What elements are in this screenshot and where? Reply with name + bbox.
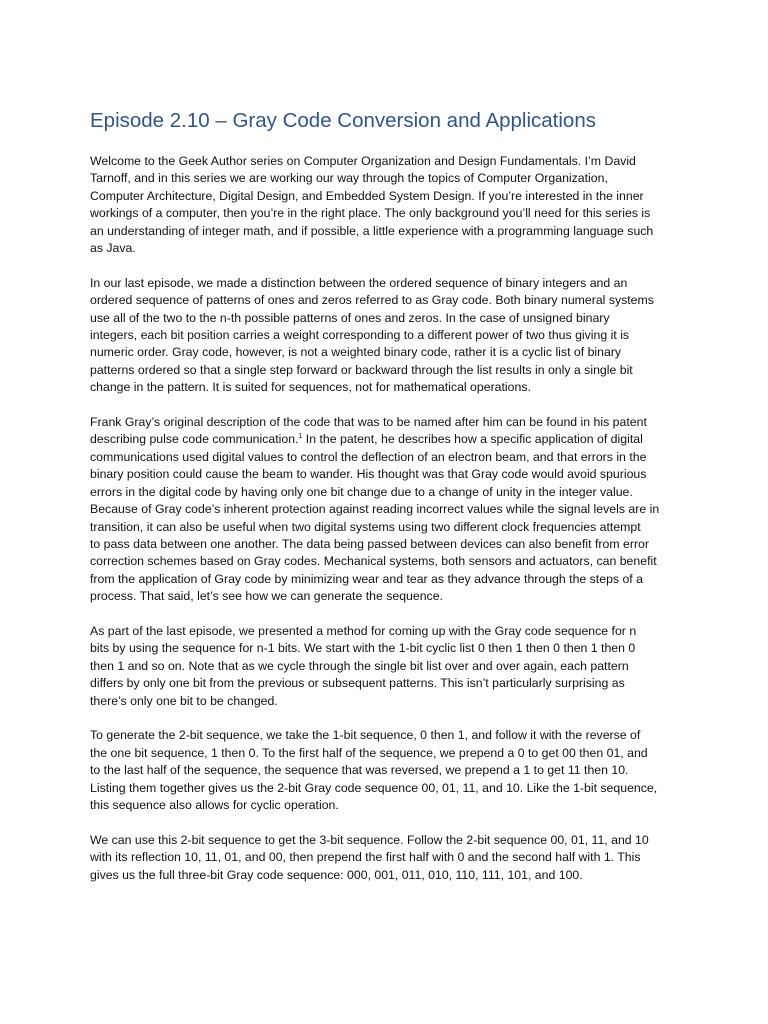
text-segment: In the patent, he describes how a specific application of digital [302, 432, 643, 447]
text-line: In our last episode, we made a distinction between the ordered sequence of binary integers and an [90, 275, 628, 290]
text-segment: describing pulse code communication. [90, 432, 299, 447]
text-line: numeric order. Gray code, however, is not a weighted binary code, rather it is a cyclic list of binary [90, 345, 622, 360]
text-line: to pass data between one another. The data being passed between devices can also benefit from error [90, 536, 649, 551]
paragraph-intro [90, 153, 682, 257]
text-line: differs by only one bit from the previous or subsequent patterns. This isn’t particularly surprising as [90, 676, 625, 691]
text-line: gives us the full three-bit Gray code sequence: 000, 001, 011, 010, 110, 111, 101, and 100. [90, 867, 583, 882]
text-line: from the application of Gray code by minimizing wear and tear as they advance through the steps of a [90, 571, 643, 586]
text-line: integers, each bit position carries a weight corresponding to a different power of two thus giving it is [90, 328, 630, 343]
text-line: use all of the two to the n-th possible patterns of ones and zeros. In the case of unsigned binary [90, 310, 610, 325]
text-line: Welcome to the Geek Author series on Computer Organization and Design Fundamentals. I’m David [90, 154, 636, 168]
paragraph-frank-gray [90, 414, 682, 605]
text-line: change in the pattern. It is suited for sequences, not for mathematical operations. [90, 380, 531, 395]
paragraph-last-episode [90, 275, 682, 397]
text-line [90, 431, 682, 448]
text-line: transition, it can also be useful when two digital systems using two different clock frequencies attempt [90, 519, 641, 534]
footnote-marker[interactable]: 1 [298, 433, 303, 441]
text-line: Computer Architecture, Digital Design, and Embedded System Design. If you’re interested in the inner [90, 188, 644, 203]
text-line: Tarnoff, and in this series we are working our way through the topics of Computer Organization, [90, 171, 608, 186]
text-line: communications used digital values to control the deflection of an electron beam, and that errors in the [90, 449, 647, 464]
text-line: patterns ordered so that a single step forward or backward through the list results in only a single bit [90, 362, 633, 377]
text-line: with its reflection 10, 11, 01, and 00, then prepend the first half with 0 and the second half with 1. This [90, 850, 641, 865]
text-line: Listing them together gives us the 2-bit Gray code sequence 00, 01, 11, and 10. Like the 1-bit sequence, [90, 780, 658, 795]
paragraph-three-bit [90, 832, 682, 884]
text-line: as Java. [90, 241, 136, 256]
page-title: Episode 2.10 – Gray Code Conversion and Applications [90, 109, 596, 132]
text-line: bits by using the sequence for n-1 bits. We start with the 1-bit cyclic list 0 then 1 then 0 then 1 then 0 [90, 641, 636, 656]
text-line: Frank Gray’s original description of the code that was to be named after him can be found in his patent [90, 415, 647, 430]
text-line: correction schemes based on Gray codes. Mechanical systems, both sensors and actuators, can benefit [90, 554, 657, 569]
text-line: this sequence also allows for cyclic operation. [90, 797, 339, 812]
text-line: workings of a computer, then you’re in the right place. The only background you’ll need for this series is [90, 206, 651, 221]
paragraph-two-bit [90, 727, 682, 814]
text-line: then 1 and so on. Note that as we cycle through the single bit list over and over again, each pattern [90, 658, 629, 673]
text-line: errors in the digital code by having only one bit change due to a change of unity in the integer value. [90, 484, 633, 499]
document-body [90, 153, 682, 901]
text-line: there’s only one bit to be changed. [90, 693, 278, 708]
text-line: ordered sequence of patterns of ones and zeros referred to as Gray code. Both binary numeral systems [90, 293, 654, 308]
paragraph-method [90, 623, 682, 710]
text-line: As part of the last episode, we presented a method for coming up with the Gray code sequence for n [90, 623, 637, 638]
text-line: the one bit sequence, 1 then 0. To the first half of the sequence, we prepend a 0 to get 00 then 01, and [90, 745, 648, 760]
text-line: We can use this 2-bit sequence to get the 3-bit sequence. Follow the 2-bit sequence 00, 01, 11, and 10 [90, 832, 649, 847]
text-line: process. That said, let’s see how we can generate the sequence. [90, 589, 443, 604]
text-line: binary position could cause the beam to wander. His thought was that Gray code would avoid spurious [90, 467, 647, 482]
text-line: Because of Gray code’s inherent protection against reading incorrect values while the signal levels are in [90, 502, 660, 517]
text-line: to the last half of the sequence, the sequence that was reversed, we prepend a 1 to get 11 then 10. [90, 763, 629, 778]
text-line: an understanding of integer math, and if possible, a little experience with a programming language such [90, 223, 654, 238]
text-line: To generate the 2-bit sequence, we take the 1-bit sequence, 0 then 1, and follow it with the reverse of [90, 728, 641, 743]
